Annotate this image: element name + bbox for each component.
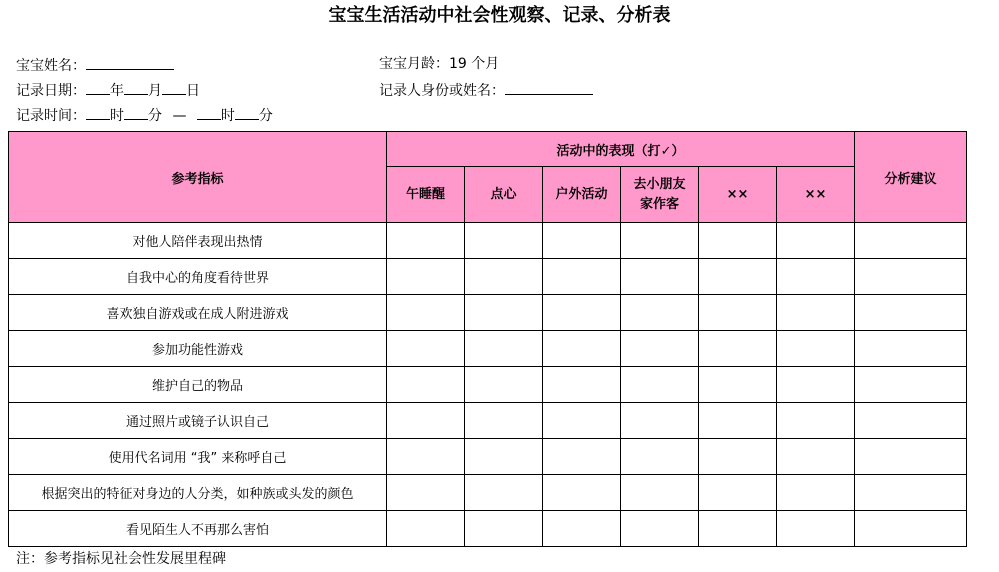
check-cell[interactable] — [465, 367, 543, 403]
activity-header: 午睡醒 — [387, 167, 465, 223]
start-minute-label: 分 — [148, 108, 162, 124]
end-hour-blank[interactable] — [197, 104, 221, 120]
record-time-line — [16, 104, 273, 126]
check-cell[interactable] — [543, 331, 621, 367]
table-row — [9, 511, 967, 547]
footnote: 注：参考指标见社会性发展里程碑 — [16, 551, 226, 567]
performance-header — [387, 132, 855, 167]
check-cell[interactable] — [777, 403, 855, 439]
check-cell[interactable] — [543, 223, 621, 259]
analysis-cell[interactable] — [855, 295, 967, 331]
indicator-cell: 使用代名词用 “我” 来称呼自己 — [9, 439, 387, 475]
analysis-cell[interactable] — [855, 223, 967, 259]
record-date-line — [16, 79, 200, 101]
recorder-line — [379, 79, 593, 101]
end-minute-blank[interactable] — [235, 104, 259, 120]
table-row — [9, 403, 967, 439]
record-time-label: 记录时间： — [16, 108, 86, 124]
check-cell[interactable] — [621, 331, 699, 367]
check-cell[interactable] — [387, 439, 465, 475]
activity-header: 点心 — [465, 167, 543, 223]
check-cell[interactable] — [777, 295, 855, 331]
check-cell[interactable] — [699, 259, 777, 295]
check-cell[interactable] — [621, 367, 699, 403]
check-cell[interactable] — [465, 223, 543, 259]
indicator-cell: 对他人陪伴表现出热情 — [9, 223, 387, 259]
indicator-cell: 喜欢独自游戏或在成人附进游戏 — [9, 295, 387, 331]
check-cell[interactable] — [699, 223, 777, 259]
indicator-cell: 自我中心的角度看待世界 — [9, 259, 387, 295]
analysis-cell[interactable] — [855, 403, 967, 439]
analysis-cell[interactable] — [855, 367, 967, 403]
check-cell[interactable] — [465, 475, 543, 511]
analysis-cell[interactable] — [855, 259, 967, 295]
indicator-cell: 维护自己的物品 — [9, 367, 387, 403]
check-cell[interactable] — [699, 367, 777, 403]
record-date-label: 记录日期： — [16, 83, 86, 99]
recorder-blank[interactable] — [505, 79, 593, 95]
observation-table — [8, 131, 967, 547]
table-row — [9, 259, 967, 295]
check-cell[interactable] — [621, 259, 699, 295]
check-cell[interactable] — [777, 259, 855, 295]
day-blank[interactable] — [162, 79, 186, 95]
check-cell[interactable] — [387, 259, 465, 295]
year-blank[interactable] — [86, 79, 110, 95]
check-cell[interactable] — [621, 403, 699, 439]
check-cell[interactable] — [699, 475, 777, 511]
check-cell[interactable] — [543, 475, 621, 511]
check-cell[interactable] — [465, 295, 543, 331]
check-cell[interactable] — [777, 223, 855, 259]
check-cell[interactable] — [387, 295, 465, 331]
check-cell[interactable] — [543, 367, 621, 403]
check-cell[interactable] — [777, 475, 855, 511]
check-cell[interactable] — [777, 367, 855, 403]
activity-header: 户外活动 — [543, 167, 621, 223]
check-cell[interactable] — [699, 511, 777, 547]
baby-age-value: 19 个月 — [449, 56, 500, 72]
performance-header-close: ） — [671, 143, 685, 159]
check-cell[interactable] — [777, 331, 855, 367]
check-cell[interactable] — [387, 223, 465, 259]
indicator-cell: 参加功能性游戏 — [9, 331, 387, 367]
check-cell[interactable] — [699, 295, 777, 331]
analysis-header: 分析建议 — [855, 132, 967, 223]
start-hour-label: 时 — [110, 108, 124, 124]
end-minute-label: 分 — [258, 108, 273, 124]
check-cell[interactable] — [465, 259, 543, 295]
check-cell[interactable] — [465, 511, 543, 547]
check-mark-icon: ✓ — [660, 143, 672, 159]
indicator-cell: 根据突出的特征对身边的人分类，如种族或头发的颜色 — [9, 475, 387, 511]
check-cell[interactable] — [543, 403, 621, 439]
check-cell[interactable] — [699, 331, 777, 367]
baby-age-label: 宝宝月龄： — [379, 56, 449, 72]
check-cell[interactable] — [465, 403, 543, 439]
check-cell[interactable] — [777, 511, 855, 547]
check-cell[interactable] — [621, 511, 699, 547]
start-hour-blank[interactable] — [86, 104, 110, 120]
header-row-1 — [9, 132, 967, 167]
table-row — [9, 439, 967, 475]
check-cell[interactable] — [387, 367, 465, 403]
day-label: 日 — [186, 83, 200, 99]
table-body — [9, 223, 967, 547]
month-label: 月 — [148, 83, 162, 99]
check-cell[interactable] — [777, 439, 855, 475]
end-hour-label: 时 — [220, 108, 235, 124]
indicator-header: 参考指标 — [9, 132, 387, 223]
check-cell[interactable] — [543, 439, 621, 475]
analysis-cell[interactable] — [855, 511, 967, 547]
recorder-label: 记录人身份或姓名： — [379, 83, 505, 99]
time-separator: — — [172, 108, 187, 124]
table-row — [9, 367, 967, 403]
check-cell[interactable] — [387, 331, 465, 367]
performance-header-label: 活动中的表现（打 — [556, 143, 661, 159]
page-title: 宝宝生活活动中社会性观察、记录、分析表 — [328, 5, 671, 26]
indicator-cell: 通过照片或镜子认识自己 — [9, 403, 387, 439]
baby-name-blank[interactable] — [86, 54, 174, 70]
baby-age-line — [379, 54, 499, 74]
baby-name-line — [16, 54, 174, 76]
check-cell[interactable] — [543, 511, 621, 547]
activity-header: 去小朋友 家作客 — [621, 167, 699, 223]
check-cell[interactable] — [621, 475, 699, 511]
year-label: 年 — [110, 83, 124, 99]
activity-header: ×× — [777, 167, 855, 223]
check-cell[interactable] — [387, 511, 465, 547]
check-cell[interactable] — [543, 295, 621, 331]
table-row — [9, 223, 967, 259]
check-cell[interactable] — [621, 223, 699, 259]
analysis-cell[interactable] — [855, 439, 967, 475]
check-cell[interactable] — [543, 259, 621, 295]
check-cell[interactable] — [621, 439, 699, 475]
check-cell[interactable] — [465, 331, 543, 367]
check-cell[interactable] — [387, 403, 465, 439]
baby-name-label: 宝宝姓名： — [16, 58, 86, 74]
check-cell[interactable] — [621, 295, 699, 331]
analysis-cell[interactable] — [855, 475, 967, 511]
start-minute-blank[interactable] — [124, 104, 148, 120]
table-row — [9, 295, 967, 331]
month-blank[interactable] — [124, 79, 148, 95]
table-row — [9, 475, 967, 511]
activity-header: ×× — [699, 167, 777, 223]
check-cell[interactable] — [387, 475, 465, 511]
check-cell[interactable] — [465, 439, 543, 475]
indicator-cell: 看见陌生人不再那么害怕 — [9, 511, 387, 547]
check-cell[interactable] — [699, 403, 777, 439]
table-row — [9, 331, 967, 367]
check-cell[interactable] — [699, 439, 777, 475]
analysis-cell[interactable] — [855, 331, 967, 367]
